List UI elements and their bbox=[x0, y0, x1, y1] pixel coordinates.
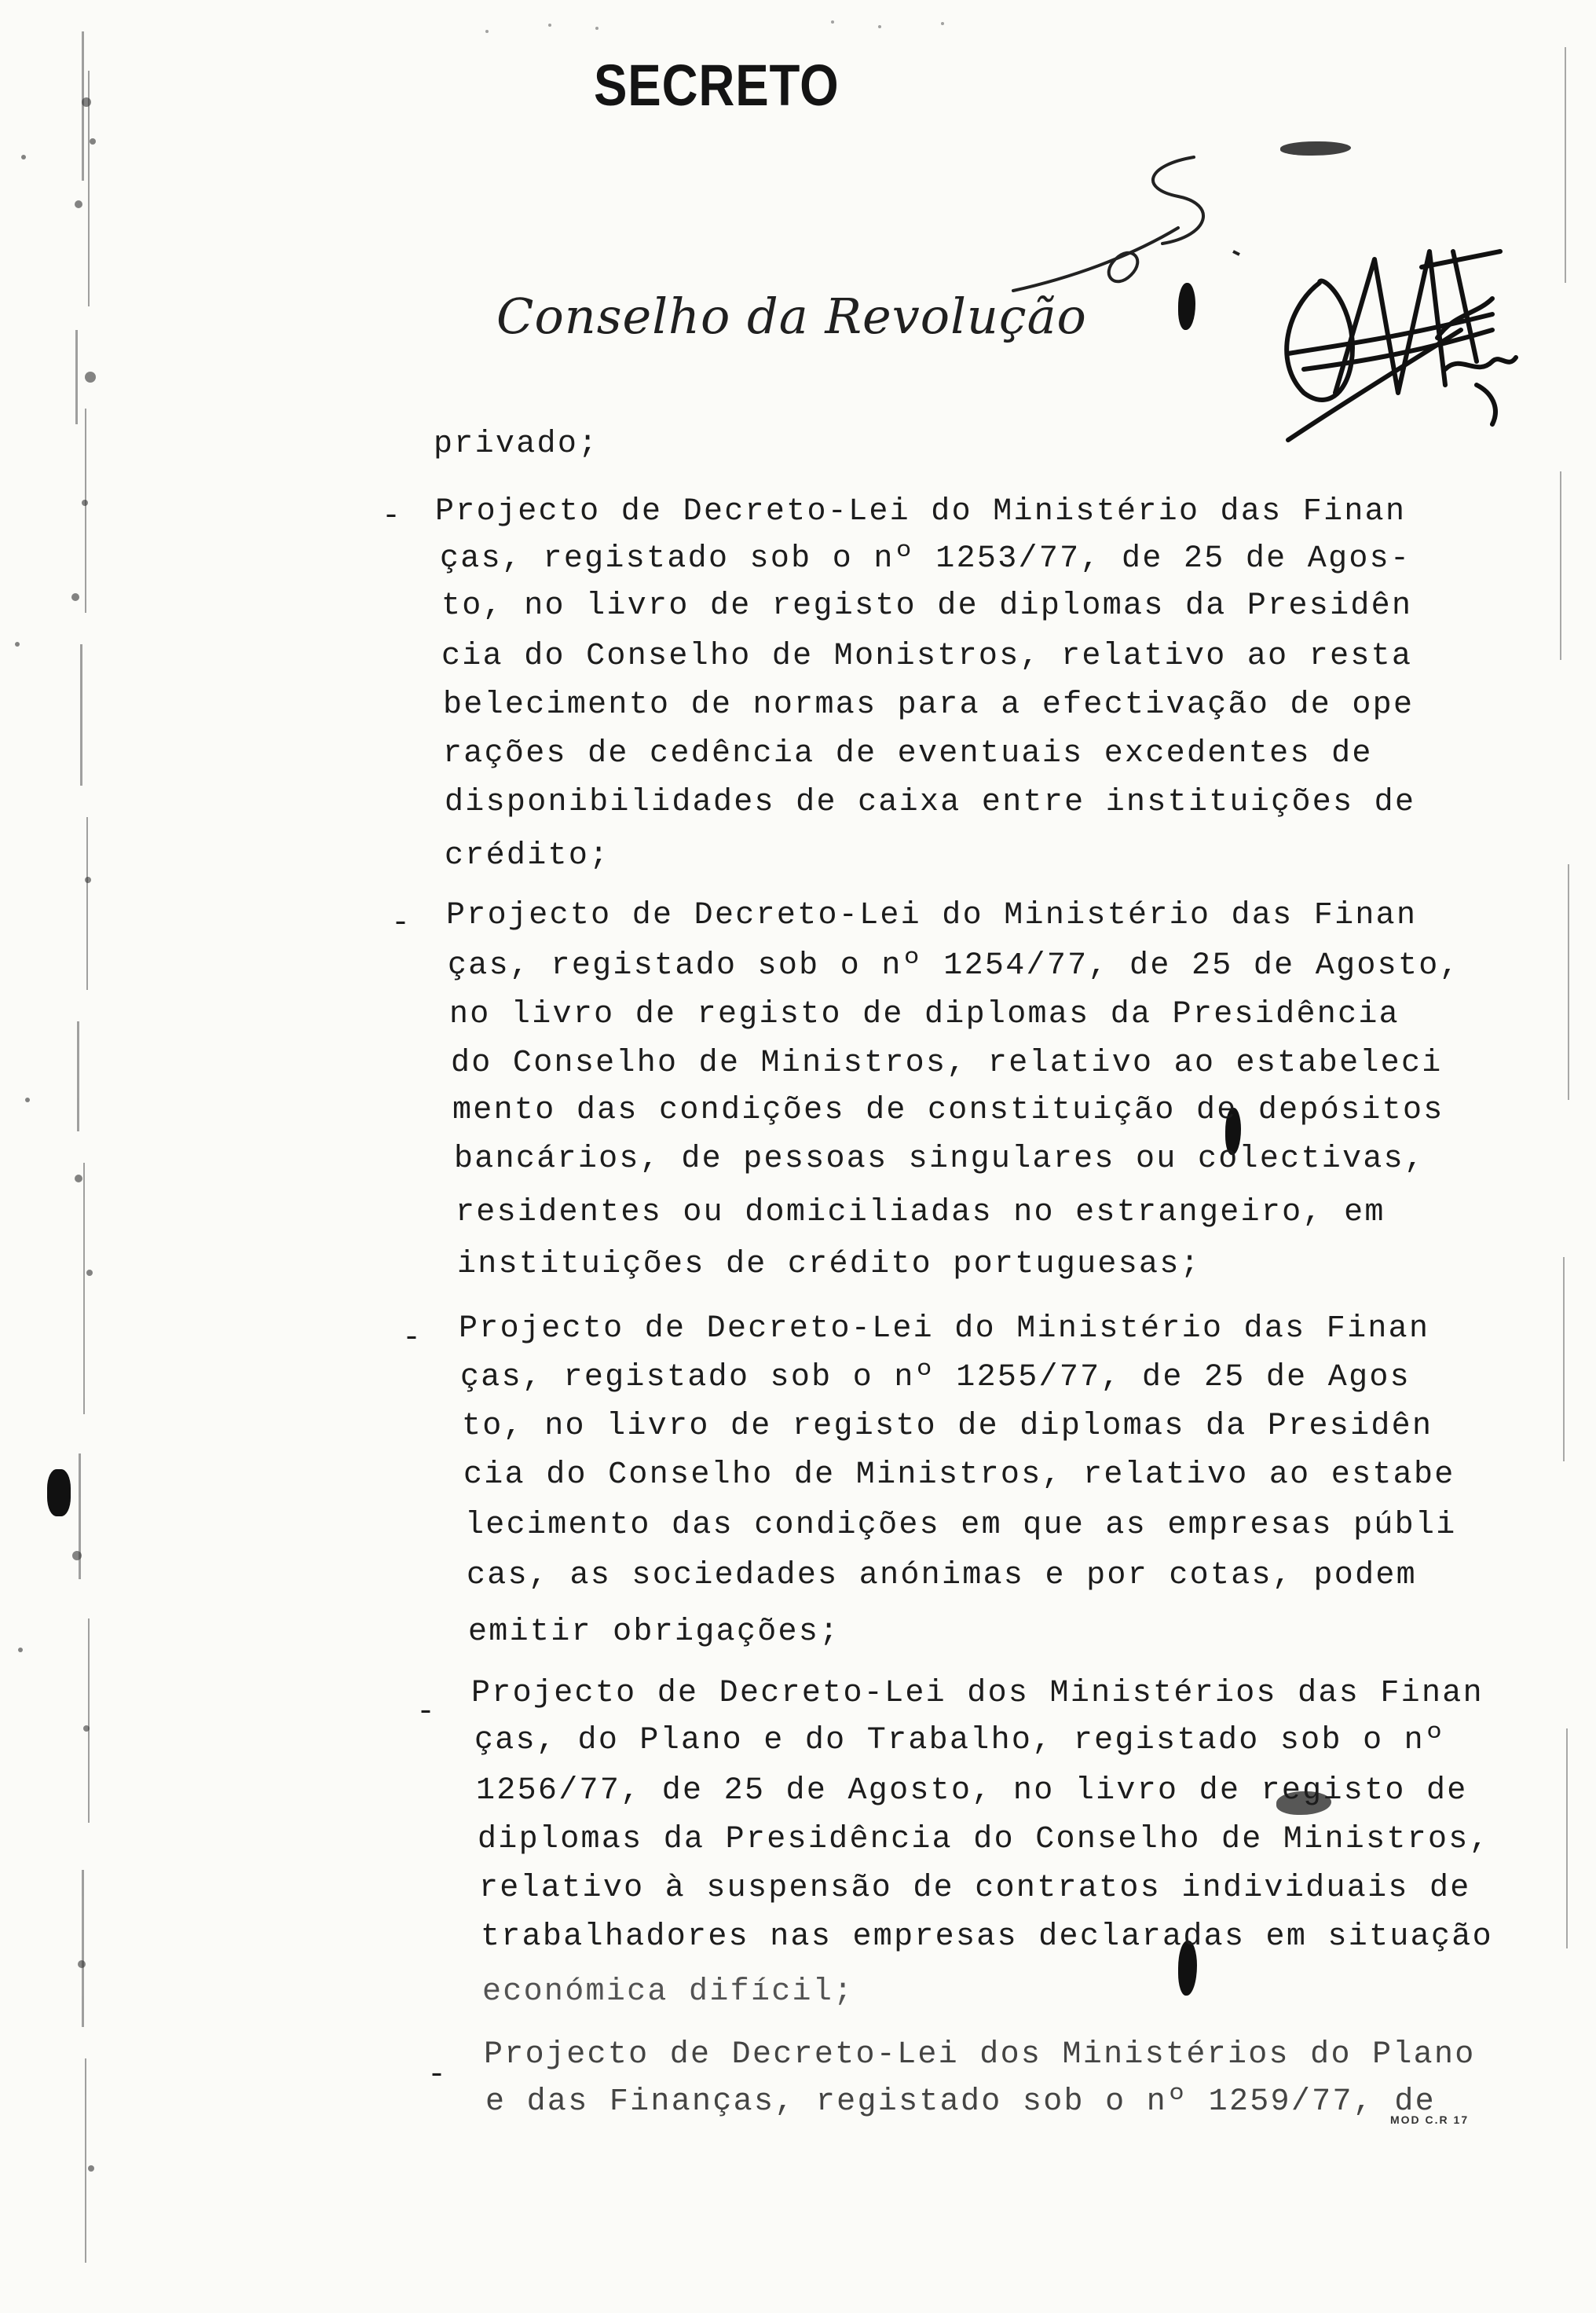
scan-noise-right bbox=[1549, 0, 1596, 2313]
handwritten-signature bbox=[1241, 157, 1524, 503]
item-3-line-4: cia do Conselho de Ministros, relativo ao estabe bbox=[463, 1457, 1455, 1493]
item-1-line-5: belecimento de normas para a efectivação de ope bbox=[443, 687, 1415, 723]
item-1-line-2: ças, registado sob o nº 1253/77, de 25 de Agos- bbox=[440, 541, 1411, 577]
pen-scribble bbox=[982, 141, 1280, 314]
item-4-line-2: ças, do Plano e do Trabalho, registado sob o nº bbox=[474, 1723, 1446, 1758]
item-1-line-7: disponibilidades de caixa entre instituições de bbox=[445, 785, 1416, 820]
item-2-line-4: do Conselho de Ministros, relativo ao estabeleci bbox=[451, 1046, 1443, 1081]
ink-blot bbox=[1280, 141, 1351, 156]
item-marker: - bbox=[427, 2058, 447, 2093]
item-3-line-5: lecimento das condições em que as empresas públi bbox=[465, 1508, 1457, 1543]
item-1-line-4: cia do Conselho de Monistros, relativo ao resta bbox=[441, 639, 1413, 674]
item-4-line-7: económica difícil; bbox=[482, 1974, 855, 2010]
item-3-line-6: cas, as sociedades anónimas e por cotas, podem bbox=[467, 1558, 1417, 1593]
item-3-line-7: emitir obrigações; bbox=[468, 1615, 840, 1650]
item-2-line-2: ças, registado sob o nº 1254/77, de 25 de Agosto, bbox=[448, 948, 1460, 984]
item-2-line-8: instituições de crédito portuguesas; bbox=[457, 1247, 1201, 1282]
item-marker: - bbox=[402, 1321, 422, 1356]
item-4-line-3: 1256/77, de 25 de Agosto, no livro de registo de bbox=[476, 1773, 1468, 1809]
opening-line: privado; bbox=[434, 427, 599, 462]
item-4-line-6: trabalhadores nas empresas declaradas em situação bbox=[481, 1919, 1493, 1955]
form-code: MOD C.R 17 bbox=[1390, 2113, 1470, 2126]
ink-blot bbox=[1178, 283, 1195, 330]
item-2-line-3: no livro de registo de diplomas da Presidência bbox=[449, 997, 1400, 1032]
item-1-line-6: rações de cedência de eventuais excedentes de bbox=[443, 736, 1373, 772]
item-1-line-1: Projecto de Decreto-Lei do Ministério das Finan bbox=[435, 494, 1407, 530]
item-5-line-2: e das Finanças, registado sob o nº 1259/77, de bbox=[485, 2084, 1436, 2120]
item-marker: - bbox=[382, 499, 401, 534]
item-4-line-1: Projecto de Decreto-Lei dos Ministérios das Finan bbox=[471, 1676, 1484, 1711]
item-3-line-2: ças, registado sob o nº 1255/77, de 25 de Agos bbox=[460, 1360, 1411, 1395]
item-3-line-3: to, no livro de registo de diplomas da Presidên bbox=[462, 1409, 1433, 1444]
item-2-line-6: bancários, de pessoas singulares ou colectivas, bbox=[454, 1142, 1426, 1177]
scan-noise-left bbox=[0, 0, 126, 2313]
ink-blot bbox=[47, 1469, 71, 1516]
item-3-line-1: Projecto de Decreto-Lei do Ministério das Finan bbox=[459, 1311, 1430, 1347]
item-4-line-4: diplomas da Presidência do Conselho de Ministros, bbox=[478, 1822, 1490, 1857]
item-marker: - bbox=[391, 906, 411, 941]
letterhead-title: Conselho da Revolução bbox=[496, 288, 1087, 345]
item-2-line-7: residentes ou domiciliadas no estrangeiro, em bbox=[456, 1195, 1386, 1230]
item-4-line-5: relativo à suspensão de contratos individuais de bbox=[479, 1871, 1471, 1906]
item-2-line-5: mento das condições de constituição de depósitos bbox=[452, 1093, 1444, 1128]
item-1-line-3: to, no livro de registo de diplomas da Presidên bbox=[441, 588, 1413, 624]
classification-stamp: SECRETO bbox=[594, 53, 840, 118]
item-marker: - bbox=[416, 1695, 436, 1730]
item-5-line-1: Projecto de Decreto-Lei dos Ministérios do Plano bbox=[484, 2037, 1476, 2073]
item-2-line-1: Projecto de Decreto-Lei do Ministério das Finan bbox=[446, 898, 1418, 933]
item-1-line-8: crédito; bbox=[445, 838, 610, 874]
